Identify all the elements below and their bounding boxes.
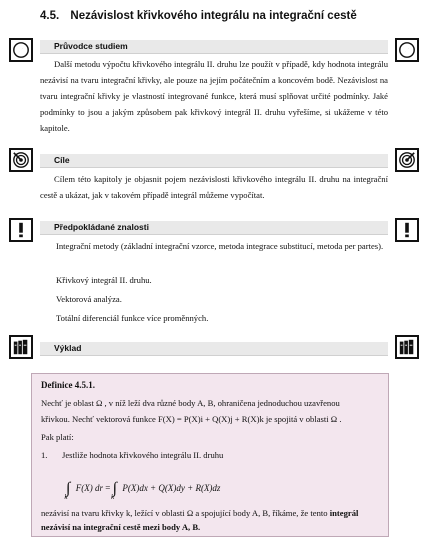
guide-header: [40, 40, 388, 54]
integral-subscript: k: [110, 493, 115, 502]
exclamation-icon: [395, 218, 419, 242]
guide-text: Další metodu výpočtu křivkového integrálu II. druhu lze použít v případě, kdy hodnota integrálu nezávisí na tvaru integrační křivky, ale pouze na jejím počátečním a koncovém bodě. Nezávislost na tvaru integrační křivky je vlastností integrované funkce, která musí splňovat určité podmínky. Jaké podmínky to jsou a jakým způsobem pak křivkový integrál II. druhu vyřešíme, si ukážeme v této kapitole.: [40, 59, 388, 133]
prereq-item: Totální diferenciál funkce více proměnných.: [56, 313, 209, 323]
conclusion-plain: nezávisí na tvaru křivky k, ležící v oblasti Ω a spojující body A, B, říkáme, že tento: [41, 508, 328, 518]
formula-right: P(X)dx + Q(X)dy + R(X)dz: [122, 483, 221, 494]
compass-icon: [395, 38, 419, 62]
definition-box: [31, 373, 389, 537]
section-title: [40, 10, 357, 22]
formula-left: F(X) dr: [75, 483, 103, 494]
conclusion-bold: integrál: [329, 508, 359, 518]
definition-item-number: 1.: [41, 450, 48, 460]
goal-header-label: Cíle: [54, 155, 70, 165]
target-icon: [395, 148, 419, 172]
books-icon: [395, 335, 419, 359]
definition-title: Definice 4.5.1.: [41, 380, 95, 390]
goal-text: Cílem této kapitoly je objasnit pojem nezávislosti křivkového integrálu II. druhu na integrační cestě a ukázat, jak v takovém případě integrál můžeme vypočítat.: [40, 174, 388, 200]
definition-item-text: Jestliže hodnota křivkového integrálu II. druhu: [62, 450, 224, 460]
definition-conclusion-bold: nezávisí na integrační cestě mezi body A, B.: [41, 522, 201, 532]
integral-formula: $\int_k$ F(X) dr = $\int_k$ P(X)dx + Q(X)dy + R(X)dz: [64, 480, 221, 502]
definition-line: Nechť je oblast Ω , v níž leží dva různé body A, B, ohraničena jednoduchou uzavřenou: [41, 398, 340, 408]
prereq-item: Vektorová analýza.: [56, 294, 122, 304]
exclamation-icon: [9, 218, 33, 242]
definition-line: Pak platí:: [41, 432, 74, 442]
prereq-header: [40, 221, 388, 235]
target-icon: [9, 148, 33, 172]
integral-subscript: k: [64, 493, 68, 502]
books-icon: [9, 335, 33, 359]
prereq-item: Integrační metody (základní integrační vzorce, metoda integrace substitucí, metoda per partes).: [56, 241, 384, 251]
lecture-header: [40, 342, 388, 356]
prereq-item: Křivkový integrál II. druhu.: [56, 275, 152, 285]
guide-header-label: Průvodce studiem: [54, 41, 128, 51]
definition-conclusion: [41, 506, 379, 520]
prereq-header-label: Předpokládané znalosti: [54, 222, 149, 232]
definition-line: křivkou. Nechť vektorová funkce F(X) = P(X)i + Q(X)j + R(X)k je spojitá v oblasti Ω .: [41, 414, 342, 424]
section-heading: Nezávislost křivkového integrálu na integrační cestě: [70, 10, 357, 22]
compass-icon: [9, 38, 33, 62]
section-number: 4.5.: [40, 10, 60, 22]
lecture-header-label: Výklad: [54, 343, 82, 353]
goal-header: [40, 154, 388, 168]
